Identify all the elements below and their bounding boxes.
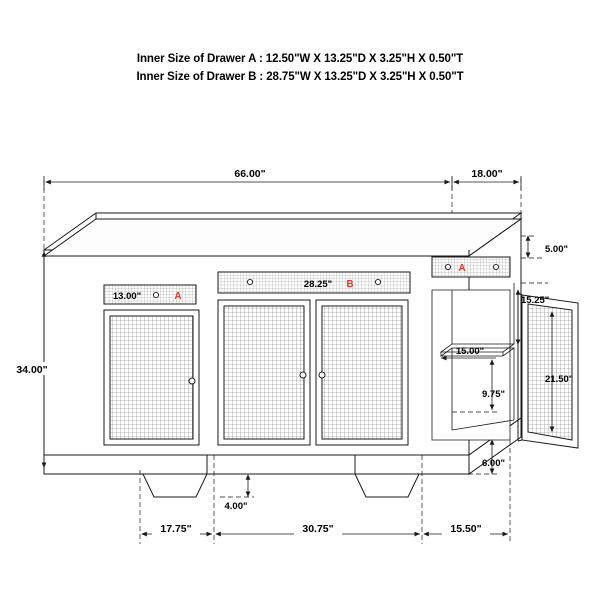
dim-bottom-right-section: 15.50" <box>450 523 482 535</box>
dim-door-height: 21.50" <box>545 374 574 385</box>
dim-top-to-drawer-group <box>521 236 568 258</box>
dim-drawer-b-width: 28.25" <box>303 279 333 290</box>
drawer-b-spec: Inner Size of Drawer B : 28.75"W X 13.25"D X 3.25"H X 0.50"T <box>136 71 464 83</box>
dim-drawer-a-width: 13.00" <box>112 291 142 302</box>
dim-top-to-drawer: 5.00" <box>545 244 568 255</box>
dim-overall-width: 66.00" <box>234 168 266 180</box>
drawer-a-spec: Inner Size of Drawer A : 12.50"W X 13.25"D X 3.25"H X 0.50"T <box>136 53 464 65</box>
label-drawer-a-right: A <box>458 263 466 274</box>
dim-bottom-left-section: 17.75" <box>160 523 192 535</box>
dim-foot-height: 4.00" <box>224 501 248 512</box>
dim-base-height: 6.00" <box>482 458 505 469</box>
label-drawer-b: B <box>346 279 354 290</box>
cabinet-doors <box>104 300 408 445</box>
dim-bottom-center-section: 30.75" <box>302 523 334 535</box>
dim-top-row <box>44 166 521 190</box>
dim-overall-height: 34.00" <box>16 364 48 376</box>
dim-lower-compartment: 9.75" <box>482 389 505 400</box>
dim-side-depth: 18.00" <box>471 168 503 180</box>
right-compartment <box>432 283 514 440</box>
door-right-open[interactable] <box>518 293 578 448</box>
dim-foot-height-group <box>220 475 254 512</box>
dim-shelf-width: 15.00" <box>455 346 485 357</box>
label-drawer-a: A <box>174 291 182 302</box>
dim-door-open-inner-height: 15.25" <box>521 295 550 306</box>
